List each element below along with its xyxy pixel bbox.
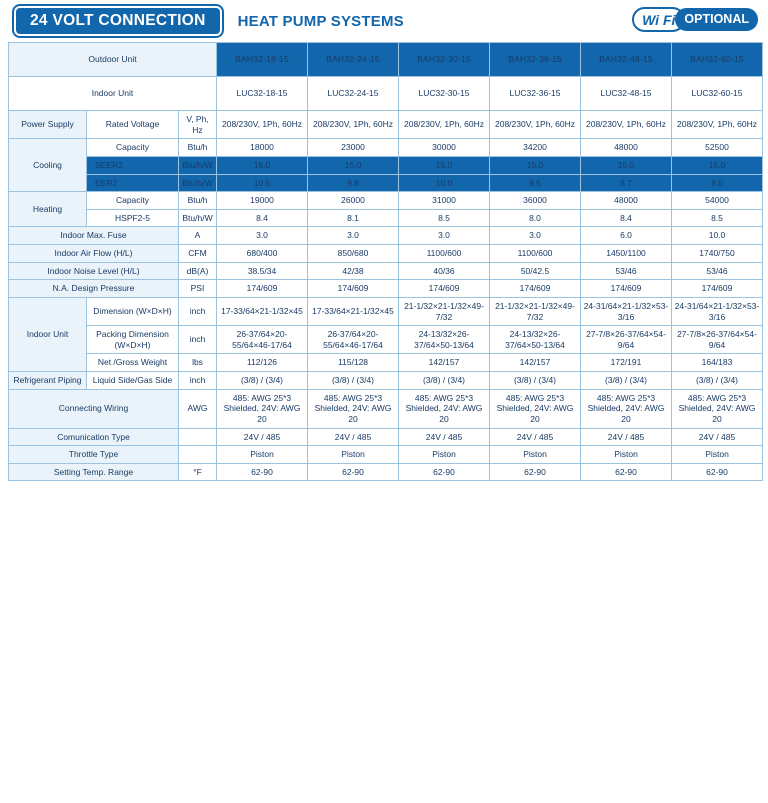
table-row (9, 372, 763, 390)
cell-value-1: 10.5 (217, 174, 308, 192)
row-sub-label: Capacity (87, 139, 179, 157)
table-row (9, 326, 763, 354)
table-row (9, 245, 763, 263)
cell-value-2: 115/128 (308, 354, 399, 372)
cell-value-2: 42/38 (308, 262, 399, 280)
cell-value-1: 19000 (217, 192, 308, 210)
row-label: Indoor Noise Level (H/L) (9, 262, 179, 280)
cell-value-5: 62-90 (581, 463, 672, 481)
cell-value-3: 208/230V, 1Ph, 60Hz (399, 111, 490, 139)
cell-value-4: 15.0 (490, 156, 581, 174)
cell-value-1: 24V / 485 (217, 428, 308, 446)
row-label: Indoor Air Flow (H/L) (9, 245, 179, 263)
cell-value-2: 15.0 (308, 156, 399, 174)
row-label: Comunication Type (9, 428, 179, 446)
cell-value-3: 24-13/32×26-37/64×50-13/64 (399, 326, 490, 354)
cell-value-3: 40/36 (399, 262, 490, 280)
cell-value-4: 9.5 (490, 174, 581, 192)
cell-value-4: 21-1/32×21-1/32×49-7/32 (490, 297, 581, 325)
cell-value-1: 112/126 (217, 354, 308, 372)
table-row (9, 192, 763, 210)
cell-value-5: 48000 (581, 192, 672, 210)
table-row (9, 262, 763, 280)
cell-value-5: (3/8) / (3/4) (581, 372, 672, 390)
cell-value-3: 1100/600 (399, 245, 490, 263)
cell-value-6: Piston (672, 446, 763, 464)
cell-value-5: 24V / 485 (581, 428, 672, 446)
row-unit: inch (179, 297, 217, 325)
cell-value-5: 1450/1100 (581, 245, 672, 263)
indoor-model-2: LUC32-24-15 (308, 77, 399, 111)
table-row (9, 297, 763, 325)
cell-value-2: 23000 (308, 139, 399, 157)
row-group-label: Refrigerant Piping (9, 372, 87, 390)
outdoor-unit-label: Outdoor Unit (9, 43, 217, 77)
cell-value-1: 208/230V, 1Ph, 60Hz (217, 111, 308, 139)
row-sub-label: SEER2 (87, 156, 179, 174)
cell-value-6: 53/46 (672, 262, 763, 280)
cell-value-5: 8.7 (581, 174, 672, 192)
cell-value-2: (3/8) / (3/4) (308, 372, 399, 390)
cell-value-2: 17-33/64×21-1/32×45 (308, 297, 399, 325)
cell-value-6: 24-31/64×21-1/32×53-3/16 (672, 297, 763, 325)
table-row (9, 209, 763, 227)
row-label: Throttle Type (9, 446, 179, 464)
cell-value-4: 3.0 (490, 227, 581, 245)
row-unit (179, 428, 217, 446)
row-unit: CFM (179, 245, 217, 263)
indoor-model-4: LUC32-36-15 (490, 77, 581, 111)
cell-value-6: 52500 (672, 139, 763, 157)
row-unit: PSI (179, 280, 217, 298)
cell-value-6: 1740/750 (672, 245, 763, 263)
indoor-unit-label: Indoor Unit (9, 77, 217, 111)
row-unit: Btu/h/W (179, 174, 217, 192)
cell-value-3: 30000 (399, 139, 490, 157)
row-unit (179, 446, 217, 464)
indoor-model-6: LUC32-60-15 (672, 77, 763, 111)
cell-value-6: 174/609 (672, 280, 763, 298)
table-header-indoor (9, 77, 763, 111)
cell-value-6: 164/183 (672, 354, 763, 372)
table-header-outdoor (9, 43, 763, 77)
cell-value-2: 62-90 (308, 463, 399, 481)
cell-value-4: 174/609 (490, 280, 581, 298)
row-unit: V, Ph, Hz (179, 111, 217, 139)
cell-value-3: 21-1/32×21-1/32×49-7/32 (399, 297, 490, 325)
cell-value-2: 26-37/64×20-55/64×46-17/64 (308, 326, 399, 354)
cell-value-3: 8.5 (399, 209, 490, 227)
cell-value-6: 54000 (672, 192, 763, 210)
cell-value-1: 3.0 (217, 227, 308, 245)
cell-value-6: (3/8) / (3/4) (672, 372, 763, 390)
cell-value-1: 680/400 (217, 245, 308, 263)
row-sub-label: Dimension (W×D×H) (87, 297, 179, 325)
cell-value-3: 62-90 (399, 463, 490, 481)
cell-value-6: 24V / 485 (672, 428, 763, 446)
cell-value-1: 18000 (217, 139, 308, 157)
row-label: Connecting Wiring (9, 389, 179, 428)
cell-value-4: 24-13/32×26-37/64×50-13/64 (490, 326, 581, 354)
table-row (9, 156, 763, 174)
cell-value-4: 24V / 485 (490, 428, 581, 446)
cell-value-6: 10.0 (672, 227, 763, 245)
cell-value-6: 8.5 (672, 209, 763, 227)
cell-value-5: 6.0 (581, 227, 672, 245)
cell-value-1: 62-90 (217, 463, 308, 481)
cell-value-2: 850/680 (308, 245, 399, 263)
row-unit: Btu/h (179, 192, 217, 210)
cell-value-5: 485: AWG 25*3 Shielded, 24V: AWG 20 (581, 389, 672, 428)
cell-value-1: 15.0 (217, 156, 308, 174)
row-sub-label: EER2 (87, 174, 179, 192)
cell-value-4: 485: AWG 25*3 Shielded, 24V: AWG 20 (490, 389, 581, 428)
row-label: Setting Temp. Range (9, 463, 179, 481)
cell-value-2: 26000 (308, 192, 399, 210)
row-sub-label: Packing Dimension (W×D×H) (87, 326, 179, 354)
cell-value-4: 34200 (490, 139, 581, 157)
table-row (9, 463, 763, 481)
row-unit: Btu/h/W (179, 156, 217, 174)
cell-value-1: 485: AWG 25*3 Shielded, 24V: AWG 20 (217, 389, 308, 428)
table-row (9, 446, 763, 464)
cell-value-5: 174/609 (581, 280, 672, 298)
row-sub-label: Capacity (87, 192, 179, 210)
row-unit: °F (179, 463, 217, 481)
page-title: HEAT PUMP SYSTEMS (237, 12, 404, 30)
row-unit: inch (179, 326, 217, 354)
cell-value-1: Piston (217, 446, 308, 464)
cell-value-4: 208/230V, 1Ph, 60Hz (490, 111, 581, 139)
cell-value-5: 15.0 (581, 156, 672, 174)
row-group-label: Heating (9, 192, 87, 227)
table-row (9, 389, 763, 428)
cell-value-4: 142/157 (490, 354, 581, 372)
wifi-label: Wi Fi (642, 11, 676, 28)
row-sub-label: Net /Gross Weight (87, 354, 179, 372)
outdoor-model-5: BAH32-48-15 (581, 43, 672, 77)
table-row (9, 428, 763, 446)
cell-value-3: 10.0 (399, 174, 490, 192)
row-label: N.A. Design Pressure (9, 280, 179, 298)
cell-value-2: 8.1 (308, 209, 399, 227)
badge-24-volt-connection: 24 VOLT CONNECTION (14, 6, 222, 37)
cell-value-1: (3/8) / (3/4) (217, 372, 308, 390)
row-unit: Btu/h/W (179, 209, 217, 227)
indoor-model-1: LUC32-18-15 (217, 77, 308, 111)
cell-value-3: Piston (399, 446, 490, 464)
cell-value-4: (3/8) / (3/4) (490, 372, 581, 390)
cell-value-6: 15.0 (672, 156, 763, 174)
cell-value-3: (3/8) / (3/4) (399, 372, 490, 390)
row-sub-label: Liquid Side/Gas Side (87, 372, 179, 390)
cell-value-3: 3.0 (399, 227, 490, 245)
indoor-model-5: LUC32-48-15 (581, 77, 672, 111)
cell-value-4: 62-90 (490, 463, 581, 481)
cell-value-4: Piston (490, 446, 581, 464)
page-header (8, 6, 760, 36)
outdoor-model-1: BAH32-18-15 (217, 43, 308, 77)
row-label: Indoor Max. Fuse (9, 227, 179, 245)
cell-value-5: 48000 (581, 139, 672, 157)
specification-table (8, 42, 763, 481)
row-unit: Btu/h (179, 139, 217, 157)
indoor-model-3: LUC32-30-15 (399, 77, 490, 111)
cell-value-1: 38.5/34 (217, 262, 308, 280)
row-unit: AWG (179, 389, 217, 428)
cell-value-2: 174/609 (308, 280, 399, 298)
cell-value-6: 8.0 (672, 174, 763, 192)
wifi-optional-badge (632, 6, 758, 33)
cell-value-2: 485: AWG 25*3 Shielded, 24V: AWG 20 (308, 389, 399, 428)
cell-value-6: 62-90 (672, 463, 763, 481)
table-row (9, 280, 763, 298)
cell-value-3: 485: AWG 25*3 Shielded, 24V: AWG 20 (399, 389, 490, 428)
row-sub-label: Rated Voltage (87, 111, 179, 139)
cell-value-4: 36000 (490, 192, 581, 210)
outdoor-model-6: BAH32-60-15 (672, 43, 763, 77)
cell-value-3: 15.0 (399, 156, 490, 174)
cell-value-4: 8.0 (490, 209, 581, 227)
row-group-label: Cooling (9, 139, 87, 192)
outdoor-model-2: BAH32-24-15 (308, 43, 399, 77)
cell-value-5: 8.4 (581, 209, 672, 227)
cell-value-5: 208/230V, 1Ph, 60Hz (581, 111, 672, 139)
cell-value-6: 485: AWG 25*3 Shielded, 24V: AWG 20 (672, 389, 763, 428)
cell-value-6: 27-7/8×26-37/64×54-9/64 (672, 326, 763, 354)
cell-value-2: 208/230V, 1Ph, 60Hz (308, 111, 399, 139)
table-row (9, 174, 763, 192)
cell-value-1: 26-37/64×20-55/64×46-17/64 (217, 326, 308, 354)
table-row (9, 139, 763, 157)
row-unit: inch (179, 372, 217, 390)
row-group-label: Indoor Unit (9, 297, 87, 371)
table-row (9, 111, 763, 139)
cell-value-6: 208/230V, 1Ph, 60Hz (672, 111, 763, 139)
cell-value-5: 24-31/64×21-1/32×53-3/16 (581, 297, 672, 325)
cell-value-1: 17-33/64×21-1/32×45 (217, 297, 308, 325)
cell-value-4: 50/42.5 (490, 262, 581, 280)
cell-value-3: 174/609 (399, 280, 490, 298)
cell-value-5: 172/191 (581, 354, 672, 372)
cell-value-1: 8.4 (217, 209, 308, 227)
cell-value-4: 1100/600 (490, 245, 581, 263)
row-unit: lbs (179, 354, 217, 372)
cell-value-2: 3.0 (308, 227, 399, 245)
table-row (9, 354, 763, 372)
cell-value-2: Piston (308, 446, 399, 464)
cell-value-5: 27-7/8×26-37/64×54-9/64 (581, 326, 672, 354)
cell-value-2: 9.8 (308, 174, 399, 192)
outdoor-model-4: BAH32-36-15 (490, 43, 581, 77)
row-sub-label: HSPF2-5 (87, 209, 179, 227)
outdoor-model-3: BAH32-30-15 (399, 43, 490, 77)
optional-label: OPTIONAL (675, 8, 758, 31)
cell-value-5: Piston (581, 446, 672, 464)
cell-value-3: 24V / 485 (399, 428, 490, 446)
row-unit: dB(A) (179, 262, 217, 280)
cell-value-5: 53/46 (581, 262, 672, 280)
cell-value-2: 24V / 485 (308, 428, 399, 446)
cell-value-3: 31000 (399, 192, 490, 210)
row-group-label: Power Supply (9, 111, 87, 139)
row-unit: A (179, 227, 217, 245)
cell-value-1: 174/609 (217, 280, 308, 298)
table-row (9, 227, 763, 245)
cell-value-3: 142/157 (399, 354, 490, 372)
